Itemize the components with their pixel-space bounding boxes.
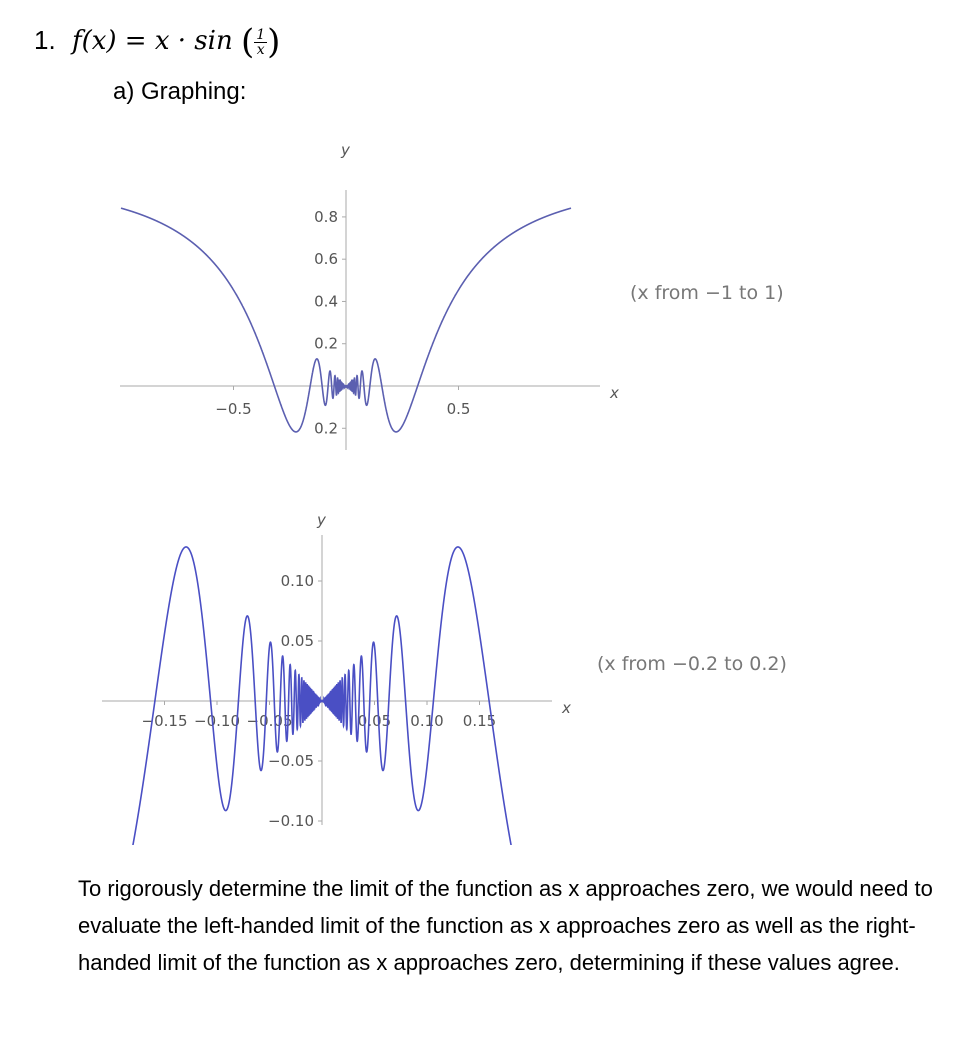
chart-top — [0, 140, 620, 465]
chart-bottom-xtick-label-1: −0.10 — [194, 712, 240, 730]
chart-top-ytick-label-3: 0.2 — [314, 334, 338, 353]
chart-bottom-x-axis-label: x — [562, 699, 571, 717]
chart-bottom-xtick-label-0: −0.15 — [141, 712, 188, 730]
chart-top-xtick-label-1: 0.5 — [446, 400, 471, 418]
chart-top-y-axis-label: y — [341, 141, 350, 159]
chart-bottom-ytick-label-2: −0.05 — [268, 752, 314, 770]
chart-bottom-ytick-label-3: −0.10 — [268, 812, 314, 830]
question-number: 1. — [34, 25, 56, 55]
chart-top-ytick-label-4: 0.2 — [314, 419, 338, 438]
explanation-paragraph: To rigorously determine the limit of the function as x approaches zero, we would need to evaluate the left-handed limit of the function as x approaches zero as well as the right-handed limit of the function as x approaches zero, determining if these values agree. — [78, 876, 933, 975]
chart-bottom-y-axis-label: y — [317, 511, 326, 529]
paren-open: ( — [240, 22, 255, 62]
chart-top-ytick-label-2: 0.4 — [314, 292, 338, 311]
chart-bottom-xtick-label-2: −0.05 — [246, 712, 293, 730]
paren-close: ) — [267, 22, 281, 62]
chart-top-x-axis-label: x — [610, 384, 619, 402]
chart-bottom-xtick-label-5: 0.15 — [462, 712, 497, 730]
chart-bottom-ytick-label-0: 0.10 — [280, 572, 314, 590]
chart-top-ytick-label-1: 0.6 — [314, 250, 338, 269]
function-lhs: f(x) = x · sin — [71, 26, 233, 56]
part-a-label: a) Graphing: — [113, 78, 247, 105]
chart-bottom-xtick-label-3: 0.05 — [357, 712, 392, 730]
chart-bottom — [0, 505, 620, 850]
range-note-bottom: (x from −0.2 to 0.2) — [597, 653, 787, 675]
chart-top-xtick-label-0: −0.5 — [215, 400, 252, 418]
chart-bottom-svg — [0, 505, 620, 845]
fraction-denominator: x — [256, 41, 265, 58]
fraction-numerator: 1 — [256, 26, 266, 43]
question-heading — [34, 22, 280, 62]
fraction — [254, 28, 267, 57]
chart-top-svg — [0, 140, 620, 460]
chart-top-ytick-label-0: 0.8 — [314, 207, 338, 226]
chart-bottom-ytick-label-1: 0.05 — [280, 632, 314, 650]
chart-bottom-xtick-label-4: 0.10 — [410, 712, 444, 730]
range-note-top: (x from −1 to 1) — [630, 282, 784, 304]
